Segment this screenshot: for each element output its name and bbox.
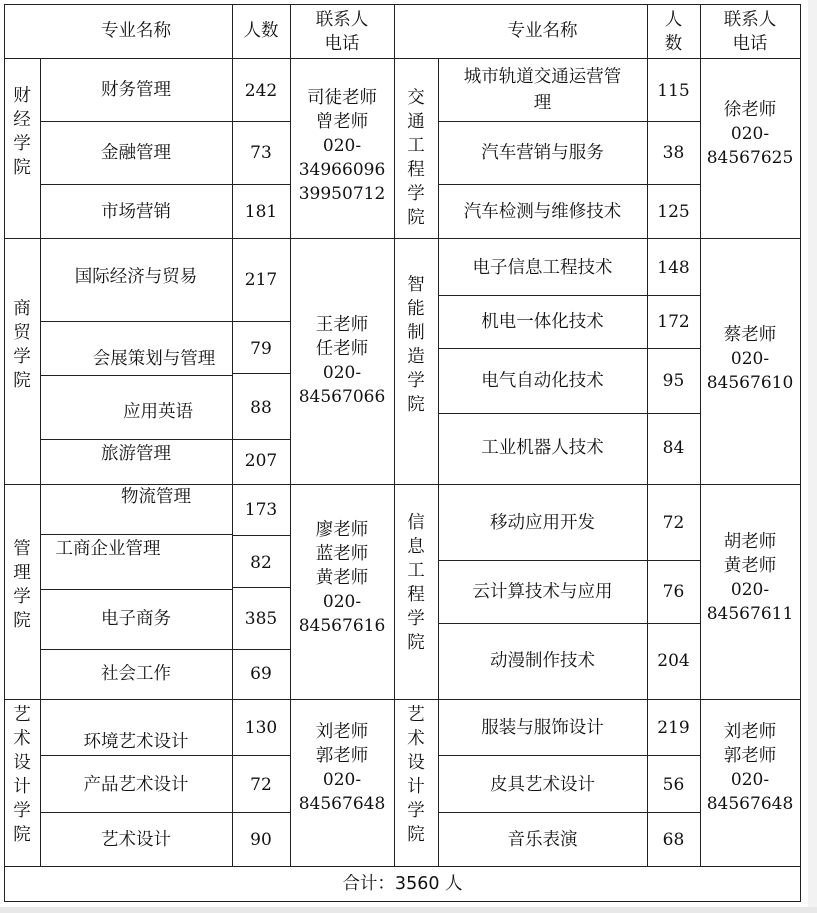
- header-contact-line2-right: 电话: [732, 34, 768, 54]
- grid-line: [438, 755, 700, 756]
- contact-block: 蔡老师 020- 84567610: [706, 325, 794, 393]
- major-count: 38: [662, 143, 685, 163]
- grid-line: [232, 535, 290, 536]
- major-name: 产品艺术设计: [83, 775, 189, 795]
- major-count: 72: [662, 513, 685, 533]
- major-name: 汽车营销与服务: [481, 143, 604, 163]
- grid-line: [438, 295, 700, 296]
- major-count: 95: [662, 371, 685, 391]
- major-count: 73: [250, 143, 272, 163]
- major-name: 移动应用开发: [490, 513, 595, 533]
- grid-line: [438, 58, 439, 866]
- college-label: 管 理 学 院: [13, 539, 31, 631]
- major-count: 90: [250, 830, 272, 850]
- header-major-name-right: 专业名称: [507, 21, 578, 41]
- major-count: 79: [250, 339, 272, 359]
- header-major-name-left: 专业名称: [101, 21, 171, 41]
- grid-line: [4, 58, 801, 59]
- major-name: 环境艺术设计: [83, 732, 189, 752]
- major-name: 社会工作: [101, 664, 171, 684]
- grid-line: [4, 699, 801, 700]
- major-count: 173: [244, 500, 278, 520]
- major-count: 385: [244, 609, 278, 629]
- header-count-line2-right: 数: [664, 34, 683, 54]
- major-name: 市场营销: [101, 202, 171, 222]
- major-name: 电气自动化技术: [481, 371, 604, 391]
- college-label: 智 能 制 造 学 院: [407, 275, 425, 415]
- header-count-line1-right: 人: [664, 10, 683, 30]
- major-name: 汽车检测与维修技术: [463, 202, 622, 222]
- major-name: 音乐表演: [507, 830, 578, 850]
- grid-line: [438, 348, 700, 349]
- grid-line: [438, 812, 700, 813]
- grid-line: [4, 866, 801, 867]
- major-name: 金融管理: [101, 143, 171, 163]
- contact-block: 王老师 任老师 020- 84567066: [298, 315, 386, 407]
- grid-line: [40, 321, 290, 322]
- grid-line: [232, 373, 290, 374]
- major-name: 旅游管理: [101, 444, 171, 464]
- contact-block: 刘老师 郭老师 020- 84567648: [706, 722, 794, 814]
- grid-line: [40, 534, 232, 535]
- grid-line: [438, 560, 700, 561]
- header-count-left: 人数: [243, 21, 279, 41]
- grid-line: [394, 4, 395, 866]
- major-name-line1: 城市轨道交通运营管: [463, 67, 622, 87]
- major-count: 76: [662, 582, 685, 602]
- grid-line: [40, 184, 290, 185]
- major-name: 国际经济与贸易: [74, 267, 198, 287]
- major-count: 207: [244, 451, 278, 471]
- college-label: 信 息 工 程 学 院: [407, 513, 425, 653]
- college-label: 交 通 工 程 学 院: [407, 88, 425, 228]
- contact-block: 司徒老师 曾老师 020- 34966096 39950712: [298, 88, 386, 204]
- major-name: 皮具艺术设计: [490, 775, 595, 795]
- major-count: 68: [662, 830, 685, 850]
- major-name: 动漫制作技术: [490, 651, 595, 671]
- college-label: 艺 术 设 计 学 院: [407, 705, 425, 845]
- major-count: 219: [657, 718, 690, 738]
- major-count: 56: [662, 775, 685, 795]
- major-count: 82: [250, 553, 272, 573]
- grid-line: [40, 649, 290, 650]
- major-name: 云计算技术与应用: [472, 582, 613, 602]
- college-label: 商 贸 学 院: [13, 299, 31, 391]
- major-name: 电子商务: [101, 609, 171, 629]
- grid-line: [40, 812, 290, 813]
- major-count: 242: [244, 81, 278, 101]
- major-name: 物流管理: [121, 487, 191, 507]
- major-count: 88: [250, 398, 272, 418]
- major-count: 130: [244, 718, 278, 738]
- grid-line: [438, 623, 700, 624]
- major-name-line2: 理: [533, 93, 552, 113]
- grid-line: [40, 375, 232, 376]
- grid-line: [40, 121, 290, 122]
- contact-block: 胡老师 黄老师 020- 84567611: [706, 532, 794, 624]
- major-name: 机电一体化技术: [481, 312, 604, 332]
- total-row: 合计：3560 人: [342, 874, 463, 894]
- grid-line: [438, 121, 700, 122]
- major-count: 125: [657, 202, 690, 222]
- grid-line: [438, 184, 700, 185]
- major-name: 财务管理: [101, 80, 171, 100]
- grid-line: [232, 587, 290, 588]
- header-contact-line1-right: 联系人: [723, 10, 777, 30]
- contact-block: 廖老师 蓝老师 黄老师 020- 84567616: [298, 520, 386, 636]
- major-count: 181: [244, 202, 278, 222]
- major-name: 应用英语: [123, 402, 193, 422]
- header-contact-line1-left: 联系人: [315, 10, 369, 30]
- major-count: 217: [244, 270, 278, 290]
- major-count: 204: [657, 651, 690, 671]
- header-contact-line2-left: 电话: [324, 34, 360, 54]
- page-bottom-shadow: [0, 907, 817, 913]
- major-name: 工业机器人技术: [481, 438, 604, 458]
- major-name: 电子信息工程技术: [472, 258, 613, 278]
- grid-line: [40, 755, 290, 756]
- page-edge-shadow: [808, 0, 817, 913]
- grid-line: [438, 413, 700, 414]
- grid-line: [40, 589, 232, 590]
- major-name: 工商企业管理: [55, 539, 161, 559]
- contact-block: 徐老师 020- 84567625: [706, 100, 794, 168]
- major-name: 艺术设计: [101, 830, 171, 850]
- college-label: 财 经 学 院: [13, 86, 31, 178]
- major-count: 115: [657, 81, 690, 101]
- major-count: 148: [657, 258, 690, 278]
- major-name: 服装与服饰设计: [481, 718, 604, 738]
- major-count: 172: [657, 312, 690, 332]
- major-count: 84: [662, 438, 685, 458]
- major-name: 会展策划与管理: [92, 349, 216, 369]
- college-label: 艺 术 设 计 学 院: [13, 705, 31, 845]
- major-count: 72: [250, 775, 272, 795]
- major-count: 69: [250, 664, 272, 684]
- grid-line: [40, 439, 290, 440]
- grid-line: [4, 238, 801, 239]
- contact-block: 刘老师 郭老师 020- 84567648: [298, 722, 386, 814]
